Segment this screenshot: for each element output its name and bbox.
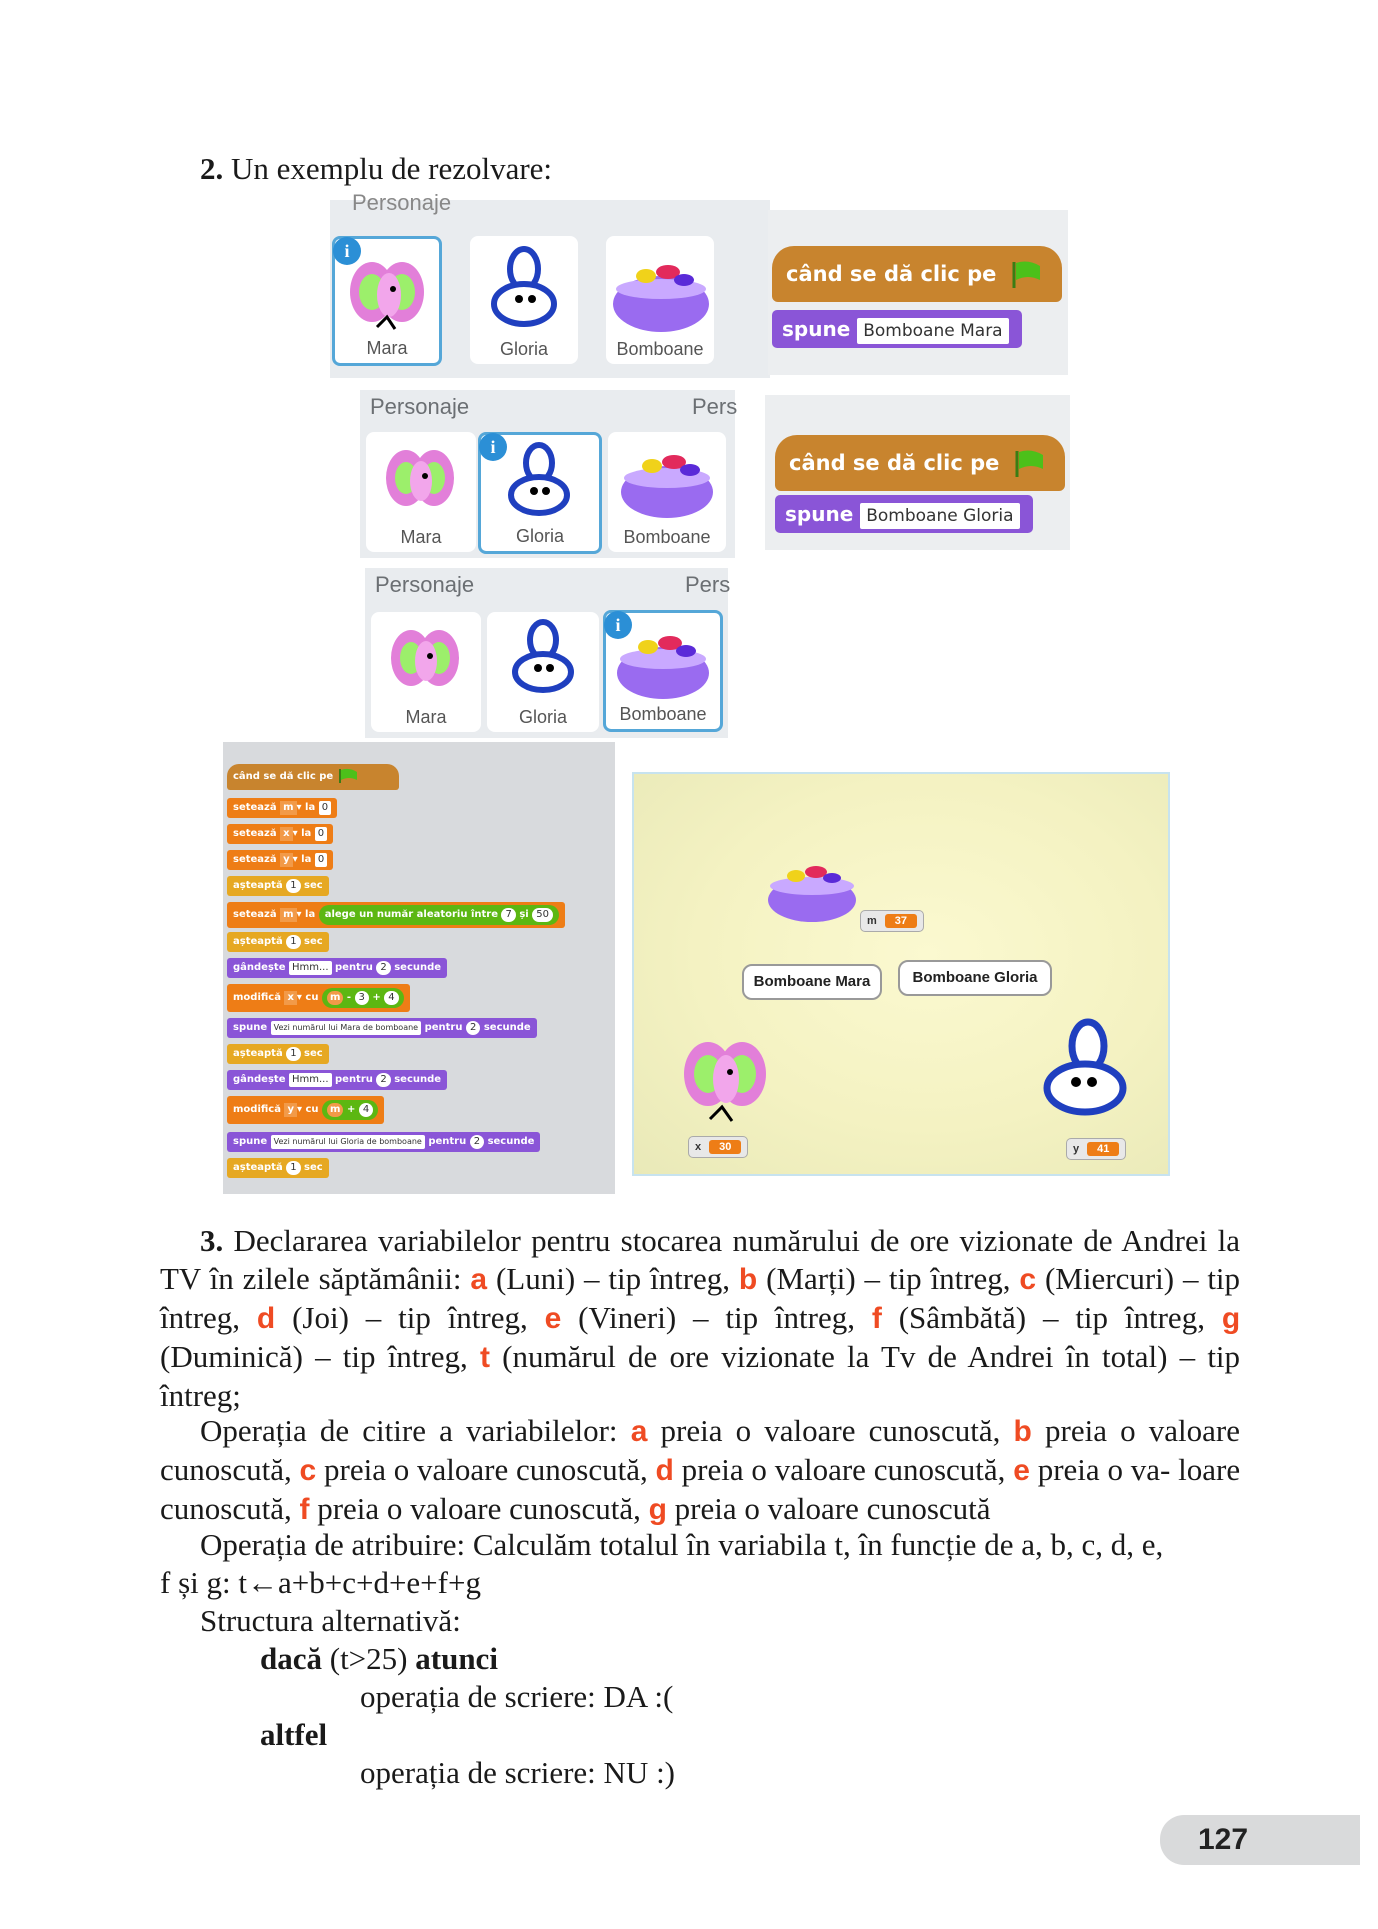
variable-name: g: [1221, 1302, 1241, 1335]
var-dropdown[interactable]: m: [280, 908, 296, 922]
set-m-block[interactable]: setează m ▾ la 0: [227, 798, 337, 818]
var-reporter[interactable]: m: [327, 991, 343, 1005]
text: loare cunoscută,: [160, 1452, 1241, 1526]
alt-structure-title: Structura alternativă:: [200, 1603, 461, 1638]
block-label: secunde: [487, 1136, 535, 1147]
value-input[interactable]: Hmm...: [289, 1073, 332, 1087]
monitor-m[interactable]: [860, 910, 924, 932]
sprite-card-bomboane[interactable]: [608, 432, 726, 552]
block-label: când se dă clic pe: [233, 771, 334, 782]
block-label: cu: [305, 992, 319, 1003]
text: (Duminică) – tip întreg,: [160, 1339, 468, 1374]
sprite-card-bomboane[interactable]: [606, 236, 714, 364]
green-flag-icon: [1013, 449, 1047, 479]
sprite-card-bomboane[interactable]: [603, 610, 723, 732]
butterfly-pink-icon: [337, 247, 437, 342]
variable-name: c: [299, 1454, 317, 1487]
else-operation: operația de scriere: NU :): [360, 1755, 676, 1790]
block-label: la: [305, 909, 316, 920]
variable-name: f: [871, 1302, 882, 1335]
var-reporter[interactable]: m: [327, 1103, 343, 1117]
block-label: modifică: [233, 1104, 281, 1115]
block-label: setează: [233, 828, 277, 839]
text: preia o valoare cunoscută,: [324, 1452, 648, 1487]
value-input[interactable]: 2: [376, 961, 390, 975]
block-label: +: [372, 992, 381, 1003]
hat-label: când se dă clic pe: [789, 451, 1000, 475]
block-label: și: [519, 909, 529, 920]
var-dropdown[interactable]: x: [284, 991, 296, 1005]
block-label: sec: [304, 936, 323, 947]
say-for-secs-block[interactable]: [227, 1132, 540, 1152]
panel-header: Personaje: [375, 572, 475, 597]
wait-block[interactable]: [227, 1044, 329, 1064]
change-x-block[interactable]: modifică x ▾ cu m - 3 + 4: [227, 984, 410, 1012]
page-number-tab: [1160, 1815, 1360, 1865]
value-input[interactable]: 50: [532, 908, 553, 922]
candy-bowl-icon: [606, 244, 716, 339]
value-input[interactable]: 2: [466, 1021, 480, 1035]
say-value-input[interactable]: Bomboane Gloria: [860, 503, 1019, 529]
butterfly-blue-icon: [493, 616, 593, 704]
candy-bowl-icon: [608, 617, 718, 705]
butterfly-pink-icon[interactable]: [670, 1024, 780, 1134]
say-block[interactable]: [775, 495, 1033, 533]
panel-header-cut: Personaje: [352, 190, 452, 215]
info-icon[interactable]: i: [333, 237, 361, 265]
section-title: Un exemplu de rezolvare:: [231, 151, 553, 186]
section-3-paragraph-2: [160, 1412, 1240, 1529]
panel-header-right: Pers: [692, 394, 738, 419]
text: (Luni) – tip întreg,: [495, 1261, 731, 1296]
block-label: la: [305, 802, 316, 813]
value-input[interactable]: 1: [286, 1161, 300, 1175]
sprite-name: Mara: [366, 338, 408, 358]
block-label: cu: [305, 1104, 319, 1115]
butterfly-blue-icon[interactable]: [1030, 1016, 1140, 1128]
sprite-panel-2: [360, 390, 738, 558]
sprite-name: Gloria: [499, 339, 548, 359]
monitor-label: m: [867, 915, 877, 927]
wait-block[interactable]: [227, 1158, 329, 1178]
panel-header: Personaje: [370, 394, 470, 419]
info-icon[interactable]: i: [604, 611, 632, 639]
section-2-heading: [200, 150, 552, 188]
block-label: pentru: [424, 1022, 463, 1033]
say-for-secs-block[interactable]: [227, 1018, 537, 1038]
code-panel: [223, 742, 615, 1194]
sprite-name: Gloria: [515, 526, 564, 546]
keyword-if: dacă: [260, 1641, 322, 1676]
value-input[interactable]: 1: [286, 879, 300, 893]
value-input[interactable]: 1: [286, 935, 300, 949]
block-label: așteaptă: [233, 936, 283, 947]
set-y-block[interactable]: setează y ▾ la 0: [227, 850, 333, 870]
sprite-name: Gloria: [518, 707, 567, 727]
random-operator-block[interactable]: [319, 905, 559, 925]
say-label: spune: [782, 317, 851, 341]
block-label: pentru: [335, 962, 373, 973]
variable-name: a: [470, 1263, 488, 1296]
keyword-then: atunci: [415, 1641, 498, 1676]
operator-block[interactable]: [322, 1100, 378, 1120]
block-label: secunde: [483, 1022, 531, 1033]
block-label: spune: [233, 1022, 268, 1033]
block-label: setează: [233, 802, 277, 813]
text: preia o valoare cunoscută,: [660, 1413, 1001, 1448]
sprite-card-mara[interactable]: [371, 612, 481, 732]
block-label: pentru: [428, 1136, 467, 1147]
text: preia o valoare cunoscută,: [317, 1491, 641, 1526]
butterfly-blue-icon: [489, 439, 589, 527]
butterfly-pink-icon: [376, 616, 476, 704]
block-label: pentru: [335, 1074, 373, 1085]
monitor-y[interactable]: [1066, 1138, 1126, 1160]
block-label: +: [346, 1104, 356, 1115]
text: preia o valoare cunoscută: [674, 1491, 991, 1526]
value-input[interactable]: Hmm...: [289, 961, 332, 975]
var-dropdown[interactable]: x: [280, 827, 292, 841]
text: Operația de citire a variabilelor:: [200, 1413, 618, 1448]
info-icon[interactable]: i: [479, 433, 507, 461]
when-flag-clicked-block[interactable]: [772, 246, 1062, 302]
value-input[interactable]: 2: [376, 1073, 390, 1087]
var-dropdown[interactable]: y: [280, 853, 293, 867]
variable-name: a: [630, 1415, 648, 1448]
speech-bubble-mara: Bomboane Mara: [742, 964, 882, 1000]
value-input[interactable]: Vezi numărul lui Gloria de bomboane: [271, 1135, 425, 1149]
butterfly-blue-icon: [474, 244, 574, 339]
monitor-x[interactable]: [688, 1136, 748, 1158]
keyword-else: [260, 1716, 327, 1754]
block-label: sec: [304, 880, 323, 891]
section-number: 3.: [200, 1223, 224, 1258]
block-label: sec: [304, 1162, 323, 1173]
variable-name: b: [738, 1263, 758, 1296]
sprite-card-gloria[interactable]: [470, 236, 578, 364]
variable-name: g: [648, 1493, 667, 1526]
sprite-card-gloria[interactable]: [487, 612, 599, 732]
block-label: la: [301, 854, 312, 865]
value-input[interactable]: Vezi numărul lui Mara de bomboane: [271, 1021, 421, 1035]
value-input[interactable]: 3: [355, 991, 369, 1005]
monitor-label: x: [695, 1141, 702, 1153]
text: (Vineri) – tip întreg,: [578, 1300, 855, 1335]
script-area-2: [765, 395, 1070, 550]
text: (Miercuri) – tip întreg,: [160, 1261, 1241, 1335]
value-input[interactable]: 1: [286, 1047, 300, 1061]
value-input[interactable]: 0: [319, 801, 331, 815]
stage: [632, 772, 1170, 1176]
butterfly-pink-icon: [371, 436, 471, 524]
value-input[interactable]: 4: [384, 991, 398, 1005]
text: preia o va-: [1037, 1452, 1171, 1487]
block-label: alege un număr aleatoriu între: [324, 909, 498, 920]
when-flag-clicked-block[interactable]: [775, 435, 1065, 491]
green-flag-icon: [1010, 260, 1044, 290]
variable-name: c: [1019, 1263, 1037, 1296]
sprite-name: Bomboane: [623, 527, 711, 547]
think-block[interactable]: [227, 1070, 447, 1090]
text: preia o valoare cunoscută,: [681, 1452, 1006, 1487]
green-flag-icon: [337, 768, 359, 784]
text: Declararea variabilelor pentru stocarea numărului de ore vizionate de: [233, 1223, 1113, 1258]
block-label: așteaptă: [233, 880, 283, 891]
block-label: secunde: [394, 962, 442, 973]
value-input[interactable]: 2: [470, 1135, 484, 1149]
sprite-name: Bomboane: [616, 339, 704, 359]
variable-name: f: [299, 1493, 310, 1526]
text: f și g: t←a+b+c+d+e+f+g: [160, 1565, 481, 1600]
say-block[interactable]: [772, 310, 1022, 348]
text: cunoscută,: [160, 1452, 292, 1487]
speech-bubble-gloria: Bomboane Gloria: [898, 960, 1052, 996]
text: (numărul de ore vizionate la Tv de Andrei: [502, 1339, 1054, 1374]
value-input[interactable]: 0: [315, 827, 327, 841]
variable-name: d: [256, 1302, 276, 1335]
set-m-random-block[interactable]: setează m ▾ la alege un număr aleatoriu între 7 și 50: [227, 902, 565, 928]
sprite-card-mara[interactable]: [366, 432, 476, 552]
say-value-input[interactable]: Bomboane Mara: [857, 318, 1008, 344]
wait-block[interactable]: [227, 932, 329, 952]
script-area-1: [768, 210, 1068, 375]
value-input[interactable]: 0: [315, 853, 327, 867]
block-label: secunde: [394, 1074, 442, 1085]
section-3-paragraph-1: [160, 1222, 1240, 1415]
operator-block[interactable]: [322, 988, 404, 1008]
block-label: gândește: [233, 962, 286, 973]
block-label: așteaptă: [233, 1048, 283, 1059]
variable-name: b: [1013, 1415, 1032, 1448]
when-flag-clicked-block[interactable]: [227, 764, 399, 790]
text: tip întreg,: [1075, 1300, 1205, 1335]
block-label: așteaptă: [233, 1162, 283, 1173]
block-label: setează: [233, 909, 277, 920]
block-label: gândește: [233, 1074, 286, 1085]
text: Andrei la TV în zilele săptămânii:: [160, 1223, 1240, 1296]
candy-bowl-icon: [612, 436, 722, 524]
candy-bowl-icon[interactable]: [764, 854, 860, 924]
text: Operația de atribuire: Calculăm totalul în variabila t, în funcție de a, b, c, d, e,: [200, 1527, 1164, 1562]
hat-label: când se dă clic pe: [786, 262, 997, 286]
text: (Joi) – tip întreg,: [292, 1300, 528, 1335]
condition: (t>25): [329, 1641, 408, 1676]
if-line: [260, 1640, 498, 1678]
section-number: 2.: [200, 151, 224, 186]
then-operation: operația de scriere: DA :(: [360, 1679, 674, 1714]
wait-block[interactable]: [227, 876, 329, 896]
monitor-value: 30: [709, 1140, 741, 1154]
block-label: sec: [304, 1048, 323, 1059]
variable-name: d: [655, 1454, 674, 1487]
keyword-else-text: altfel: [260, 1717, 328, 1752]
block-label: modifică: [233, 992, 281, 1003]
sprite-name: Mara: [400, 527, 442, 547]
think-block[interactable]: [227, 958, 447, 978]
text: în total) – tip întreg;: [160, 1339, 1241, 1413]
monitor-value: 41: [1087, 1142, 1119, 1156]
block-label: la: [301, 828, 312, 839]
sprite-name: Mara: [405, 707, 447, 727]
var-dropdown[interactable]: y: [284, 1103, 297, 1117]
variable-name: t: [479, 1341, 490, 1374]
text: preia o valoare: [1045, 1413, 1240, 1448]
say-label: spune: [785, 502, 854, 526]
sprite-panel-3: [365, 568, 731, 738]
block-label: spune: [233, 1136, 268, 1147]
panel-header-right: Pers: [685, 572, 731, 597]
section-3-paragraph-3: [160, 1526, 1240, 1602]
change-y-block[interactable]: modifică y ▾ cu m + 4: [227, 1096, 384, 1124]
variable-name: e: [544, 1302, 562, 1335]
value-input[interactable]: 7: [501, 908, 515, 922]
monitor-label: y: [1073, 1143, 1080, 1155]
sprite-name: Bomboane: [619, 704, 707, 724]
sprite-card-gloria[interactable]: [478, 432, 602, 554]
text: (Sâmbătă) –: [898, 1300, 1059, 1335]
text: (Marți) – tip întreg,: [766, 1261, 1011, 1296]
sprite-card-mara[interactable]: [332, 236, 442, 366]
block-label: setează: [233, 854, 277, 865]
sprite-panel-1: [330, 190, 770, 378]
variable-name: e: [1013, 1454, 1030, 1487]
monitor-value: 37: [885, 914, 917, 928]
value-input[interactable]: 4: [359, 1103, 373, 1117]
page-number: 127: [1198, 1823, 1249, 1856]
var-dropdown[interactable]: m: [280, 801, 296, 815]
block-label: -: [346, 992, 352, 1003]
set-x-block[interactable]: setează x ▾ la 0: [227, 824, 333, 844]
